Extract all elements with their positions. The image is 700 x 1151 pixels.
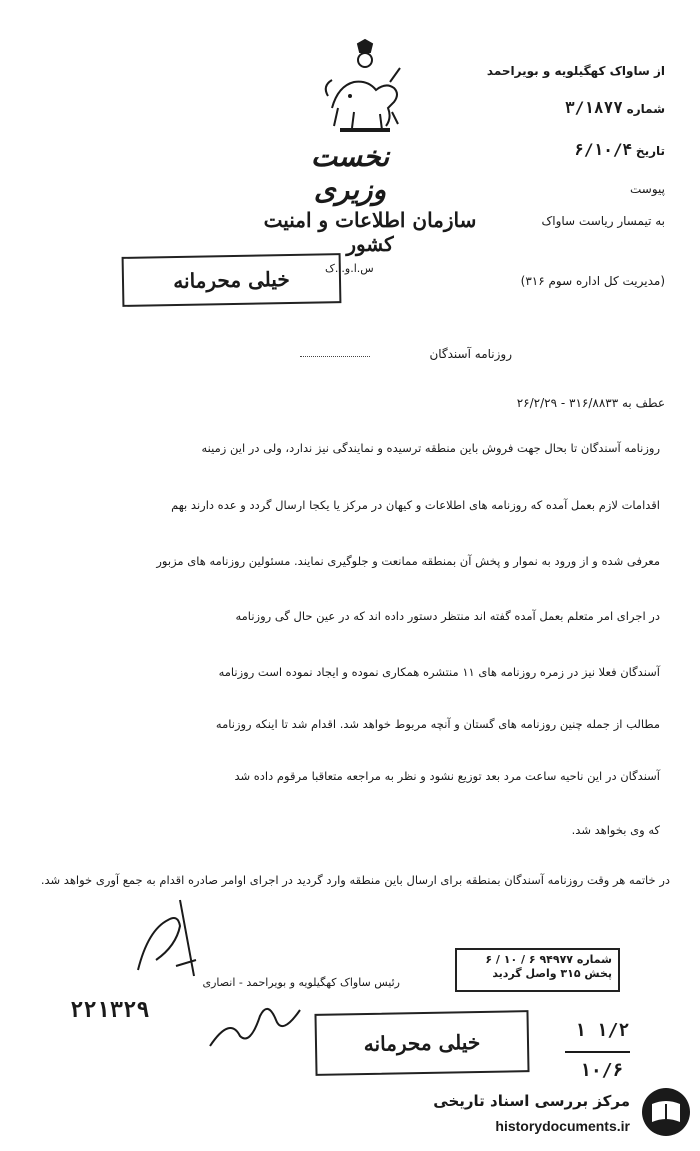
sender-line: از ساواک کهگیلویه و بویراحمد	[486, 64, 665, 78]
registration-line-1: شماره ۹۴۹۷۷ ۶ / ۱۰ / ۶	[485, 953, 612, 966]
to-line: به تیمسار ریاست ساواک	[541, 214, 665, 228]
archive-logo-icon	[640, 1086, 692, 1138]
body-line-4: در اجرای امر متعلم بعمل آمده گفته اند منتظر دستور داده اند که در عین حال گی روزنامه	[235, 609, 660, 623]
body-line-5: آسندگان فعلا نیز در زمره روزنامه های ۱۱ منتشره همکاری نموده و ایجاد نموده است روزنامه	[218, 665, 660, 679]
body-line-3: معرفی شده و از ورود به نموار و پخش آن بمنطقه ممانعت و جلوگیری نمایند. مسئولین روزنامه های مزبور	[156, 554, 660, 568]
footer-website[interactable]: historydocuments.ir	[495, 1118, 630, 1134]
fraction-bar	[565, 1050, 630, 1053]
number-value: ۳/۱۸۷۷	[565, 98, 623, 117]
signature-scribble	[118, 890, 258, 990]
signature-title: رئیس ساواک کهگیلویه و بویراحمد - انصاری	[202, 976, 400, 989]
body-line-8: که وی بخواهد شد.	[571, 823, 660, 837]
lion-and-sun-emblem	[320, 38, 410, 148]
subject-department-line: (مدیریت کل اداره سوم ۳۱۶)	[520, 274, 665, 288]
handwritten-number: ۲۲۱۳۲۹	[70, 998, 150, 1023]
number-label: شماره	[626, 102, 665, 116]
date-label: تاریخ	[635, 144, 665, 158]
left-reference: س.ا.و.ا.ک	[325, 262, 374, 275]
reference-line: عطف به ۳۱۶/۸۸۳۳ - ۲۶/۲/۲۹	[516, 396, 665, 410]
attachment-label: پیوست	[630, 182, 665, 196]
fraction-bottom: ۱۰/۶	[580, 1060, 624, 1081]
signature-scribble-2	[200, 996, 320, 1066]
date-line	[574, 140, 665, 159]
fraction-top: ۱ ۱/۲	[575, 1020, 630, 1041]
subject-line: روزنامه آسندگان	[429, 347, 512, 361]
letterhead-organization: سازمان اطلاعات و امنیت کشور	[263, 208, 477, 256]
body-line-6: مطالب از جمله چنین روزنامه های گستان و آنچه مربوط خواهد شد. اقدام شد تا اینکه روزنامه	[215, 717, 660, 731]
registration-line-2: پخش ۳۱۵ واصل گردید	[492, 967, 612, 980]
letterhead-title: نخست وزیری	[310, 140, 390, 206]
dotted-line	[300, 355, 370, 357]
body-line-2: اقدامات لازم بعمل آمده که روزنامه های اطلاعات و کیهان در مرکز یا یکجا ارسال گردد و عده دارند بهم	[171, 498, 660, 512]
body-line-7: آسندگان در این ناحیه ساعت مرد بعد توزیع نشود و نظر به مراجعه متعاقبا مرقوم داده شد	[234, 769, 660, 783]
confidential-stamp: خیلی محرمانه	[122, 253, 342, 307]
registration-stamp	[455, 948, 620, 992]
date-value: ۶/۱۰/۴	[574, 140, 633, 159]
body-line-1: روزنامه آسندگان تا بحال جهت فروش باین منطقه ترسیده و نمایندگی نیز ندارد، ولی در این زمینه	[201, 441, 660, 455]
confidential-stamp-bottom: خیلی محرمانه	[314, 1010, 529, 1076]
number-line	[565, 98, 665, 117]
footer-org-name: مرکز بررسی اسناد تاریخی	[433, 1092, 630, 1110]
body-closing: در خاتمه هر وقت روزنامه آسندگان بمنطقه برای ارسال باین منطقه وارد گردید در اجرای اوامر صادره اقدام به جمع آوری خواهد شد.	[40, 873, 670, 887]
